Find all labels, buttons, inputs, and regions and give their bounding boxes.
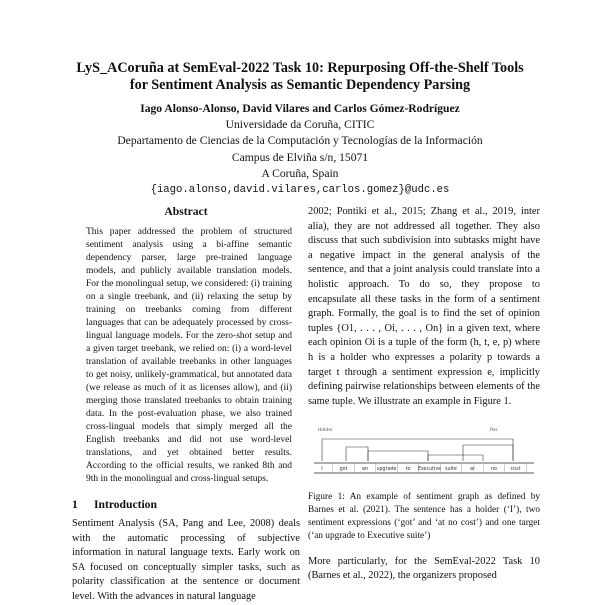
title-line-1: LyS_ACoruña at SemEval-2022 Task 10: Repurposing Off-the-Shelf Tools	[76, 60, 524, 76]
section-number: 1	[72, 498, 78, 511]
address-city: A Coruña, Spain	[261, 166, 339, 180]
graph-label-left: Holder	[318, 428, 333, 434]
affiliation-university: Universidade da Coruña, CITIC	[225, 118, 375, 132]
graph-token: cost	[510, 467, 521, 473]
abstract-heading: Abstract	[164, 205, 208, 218]
graph-token: got	[339, 467, 348, 473]
graph-token: an	[362, 467, 368, 473]
figure-sentiment-graph	[308, 421, 540, 485]
author-names: Iago Alonso-Alonso, David Vilares and Carlos Gómez-Rodríguez	[140, 102, 460, 115]
affiliation-department: Departamento de Ciencias de la Computación y Tecnologías de la Información	[117, 134, 483, 148]
graph-token: upgrade	[376, 467, 397, 473]
right-column	[308, 205, 540, 594]
introduction-text: Sentiment Analysis (SA, Pang and Lee, 2008) deals with the automatic processing of subjective information in natural language texts. Early work on SA focused on conceptually simpler tasks, such as polarity classification at the sentence or document level. With the advances in natural language	[72, 518, 300, 602]
graph-arc-outer	[322, 439, 513, 461]
graph-arc-target	[368, 451, 428, 461]
author-block	[40, 101, 560, 198]
graph-token: at	[470, 467, 475, 473]
section-title: Introduction	[94, 498, 157, 511]
graph-token: Executive	[417, 467, 442, 473]
graph-token: to	[405, 467, 411, 473]
author-emails: {iago.alonso,david.vilares,carlos.gomez}@udc.es	[150, 184, 450, 197]
graph-arc-holder	[346, 447, 368, 461]
abstract-text: This paper addressed the problem of structured sentiment analysis using a bi-affine semantic dependency parser, large pre-trained language models, and publicly available translation models. For the monolingual setup, we considered: (i) training on a single treebank, and (ii) relaxing the setup by training on treebanks coming from different languages that can be adequately processed by cross-lingual language models. For the zero-shot setup and a given target treebank, we relied on: (i) a word-level translation of available treebanks in other languages to get noisy, unlikely-grammatical, but annotated data (we release as much of it as licenses allow), and (ii) merging those translated treebanks to obtain training data. In the post-evaluation phase, we also trained cross-lingual models that simply merged all the English treebanks and did not use word-level translations, and yet obtained better results. According to the official results, we ranked 8th and 9th in the monolingual and cross-lingual setups.	[86, 227, 292, 484]
address-campus: Campus de Elviña s/n, 15071	[231, 150, 369, 164]
figure-caption: Figure 1: An example of sentiment graph as defined by Barnes et al. (2021). The sentence has a holder (‘I’), two sentiment expressions (‘got’ and ‘at no cost’) and one target (‘an upgrade to Executive suite’)	[308, 492, 540, 541]
graph-token: suite	[445, 467, 457, 473]
title-line-2: for Sentiment Analysis as Semantic Dependency Parsing	[129, 77, 471, 93]
graph-token: no	[491, 467, 497, 473]
graph-arc-expression	[463, 445, 513, 461]
right-column-text: 2002; Pontiki et al., 2015; Zhang et al., 2019, inter alia), they are not addressed all together. They also discuss that such subdivision into subtasks might have a negative impact in the general analysis of the sentence, and that a joint analysis could translate into a holistic approach. To do so, they propose to encapsulate all these tasks in the form of a sentiment graph. Formally, the goal is to find the set of opinion tuples {O1, . . . , Oi, . . . , On} in a given text, where each opinion Oi is a tuple of the form (h, t, e, p) where h is a holder who expresses a polarity p towards a target t through a sentiment expression e, implicitly defining pairwise relationships between elements of the same tuple. We illustrate an example in Figure 1.	[308, 206, 540, 407]
paper-title	[40, 60, 560, 94]
section-heading-introduction	[72, 498, 300, 511]
graph-token: I	[321, 467, 323, 473]
left-column	[72, 205, 300, 605]
sentiment-graph-svg	[308, 421, 540, 485]
graph-token-row	[321, 463, 526, 473]
graph-arc-inner	[428, 455, 483, 461]
after-figure-text: More particularly, for the SemEval-2022 Task 10 (Barnes et al., 2022), the organizers proposed	[308, 555, 540, 582]
graph-label-right: Pos	[490, 428, 498, 434]
